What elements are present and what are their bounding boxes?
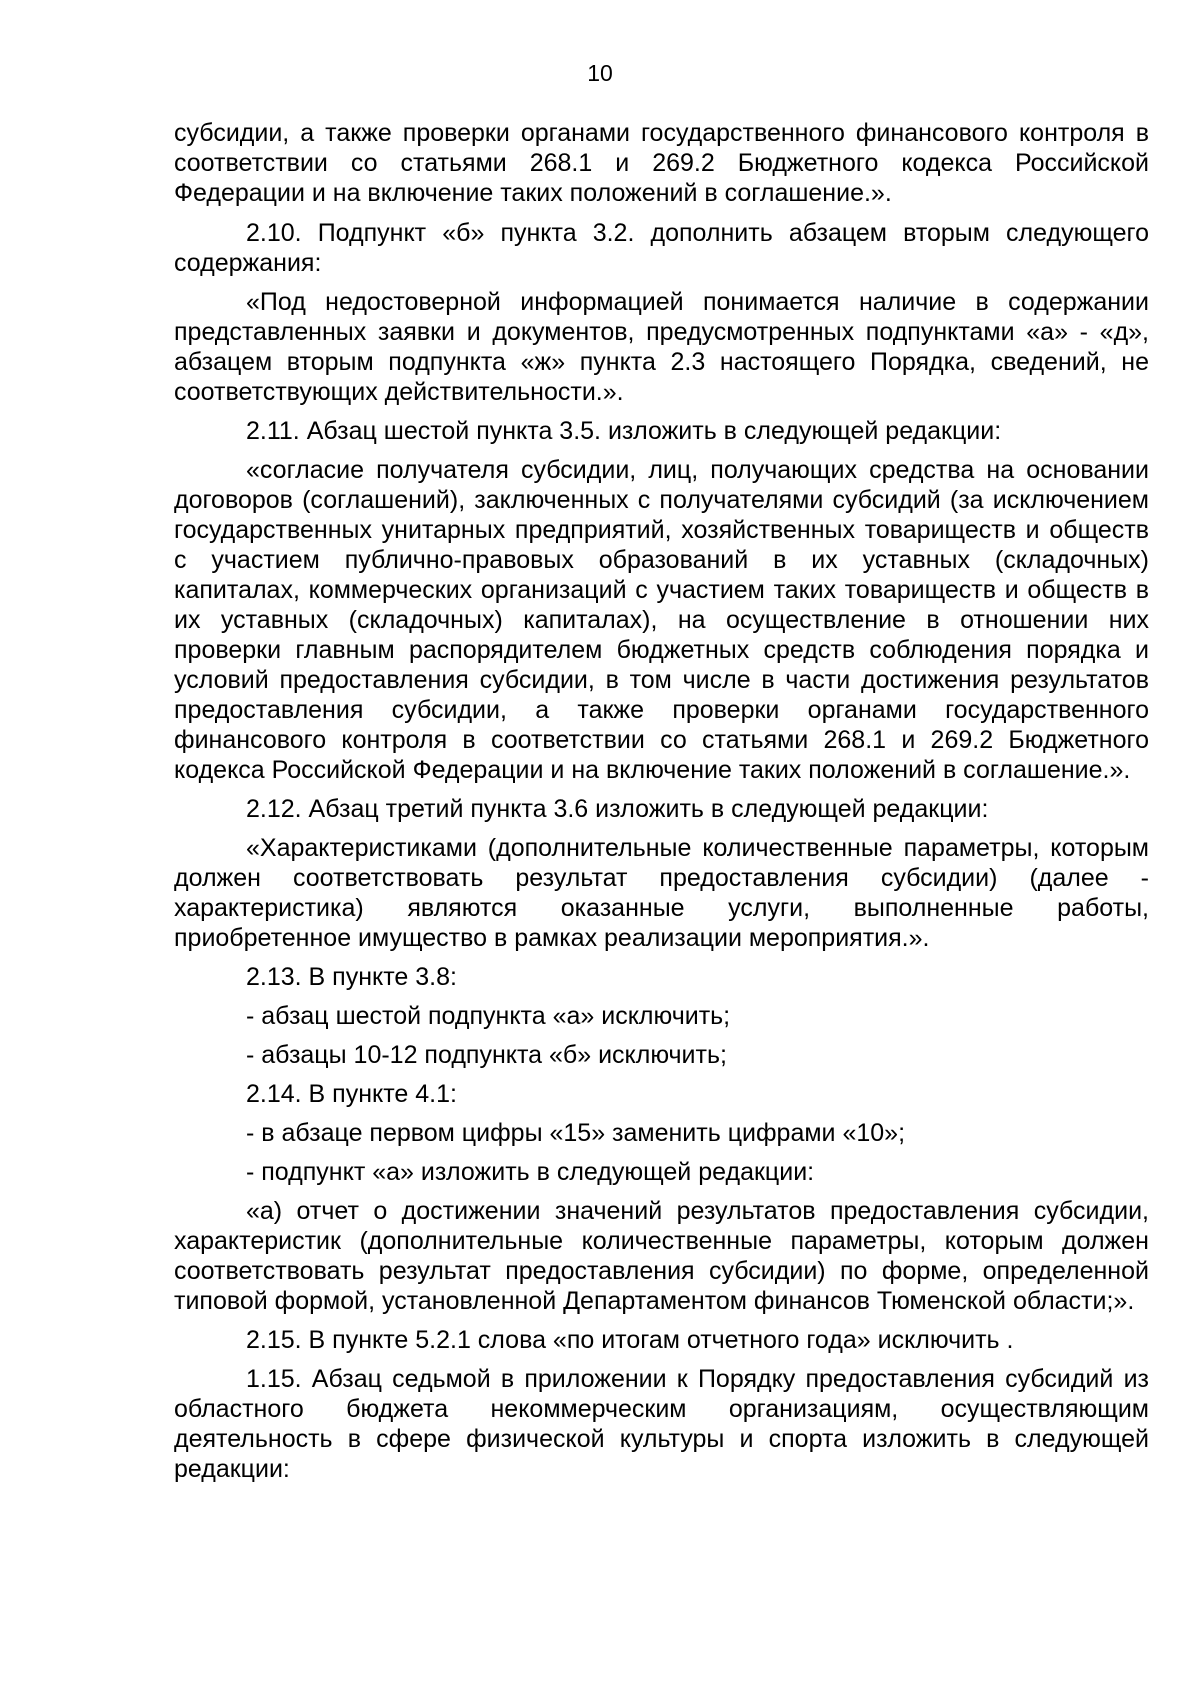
paragraph-continuation: субсидии, а также проверки органами государственного финансового контроля в соответствии со статьями 268.1 и 269.2 Бюджетного кодекса Российской Федерации и на включение таких положений в соглашение.». — [174, 119, 1149, 207]
paragraph-2-10-quote: «Под недостоверной информацией понимается наличие в содержании представленных заявки и документов, предусмотренных подпунктами «а» - «д», абзацем вторым подпункта «ж» пункта 2.3 настоящего Порядка, сведений, не соответствующих действительности.». — [174, 288, 1149, 406]
document-body — [174, 118, 1149, 1493]
paragraph-2-14: 2.14. В пункте 4.1: — [246, 1080, 457, 1108]
paragraph-2-10: 2.10. Подпункт «б» пункта 3.2. дополнить абзацем вторым следующего содержания: — [174, 219, 1149, 277]
page-number: 10 — [587, 60, 613, 86]
paragraph-2-13-item-1: - абзац шестой подпункта «а» исключить; — [246, 1002, 731, 1030]
paragraph-2-13: 2.13. В пункте 3.8: — [246, 963, 457, 991]
paragraph-2-11: 2.11. Абзац шестой пункта 3.5. изложить в следующей редакции: — [246, 417, 1002, 445]
paragraph-1-15: 1.15. Абзац седьмой в приложении к Порядку предоставления субсидий из областного бюджета некоммерческим организациям, осуществляющим деятельность в сфере физической культуры и спорта изложить в следующей редакции: — [174, 1365, 1149, 1483]
paragraph-2-15: 2.15. В пункте 5.2.1 слова «по итогам отчетного года» исключить . — [246, 1326, 1014, 1354]
paragraph-2-12: 2.12. Абзац третий пункта 3.6 изложить в следующей редакции: — [246, 795, 989, 823]
paragraph-2-14-item-1: - в абзаце первом цифры «15» заменить цифрами «10»; — [246, 1119, 906, 1147]
paragraph-2-12-quote: «Характеристиками (дополнительные количественные параметры, которым должен соответствовать результат предоставления субсидии) (далее - характеристика) являются оказанные услуги, выполненные работы, приобретенное имущество в рамках реализации мероприятия.». — [174, 834, 1149, 952]
paragraph-2-11-quote: «согласие получателя субсидии, лиц, получающих средства на основании договоров (соглашений), заключенных с получателями субсидий (за исключением государственных унитарных предприятий, хозяйственных товариществ и обществ с участием публично-правовых образований в их уставных (складочных) капиталах, коммерческих организаций с участием таких товариществ и обществ в их уставных (складочных) капиталах), на осуществление в отношении них проверки главным распорядителем бюджетных средств соблюдения порядка и условий предоставления субсидии, в том числе в части достижения результатов предоставления субсидии, а также проверки органами государственного финансового контроля в соответствии со статьями 268.1 и 269.2 Бюджетного кодекса Российской Федерации и на включение таких положений в соглашение.». — [174, 456, 1149, 784]
paragraph-2-14-quote: «а) отчет о достижении значений результатов предоставления субсидии, характеристик (дополнительные количественные параметры, которым должен соответствовать результат предоставления субсидии) по форме, определенной типовой формой, установленной Департаментом финансов Тюменской области;». — [174, 1197, 1149, 1315]
paragraph-2-14-item-2: - подпункт «а» изложить в следующей редакции: — [246, 1158, 815, 1186]
paragraph-2-13-item-2: - абзацы 10-12 подпункта «б» исключить; — [246, 1041, 727, 1069]
